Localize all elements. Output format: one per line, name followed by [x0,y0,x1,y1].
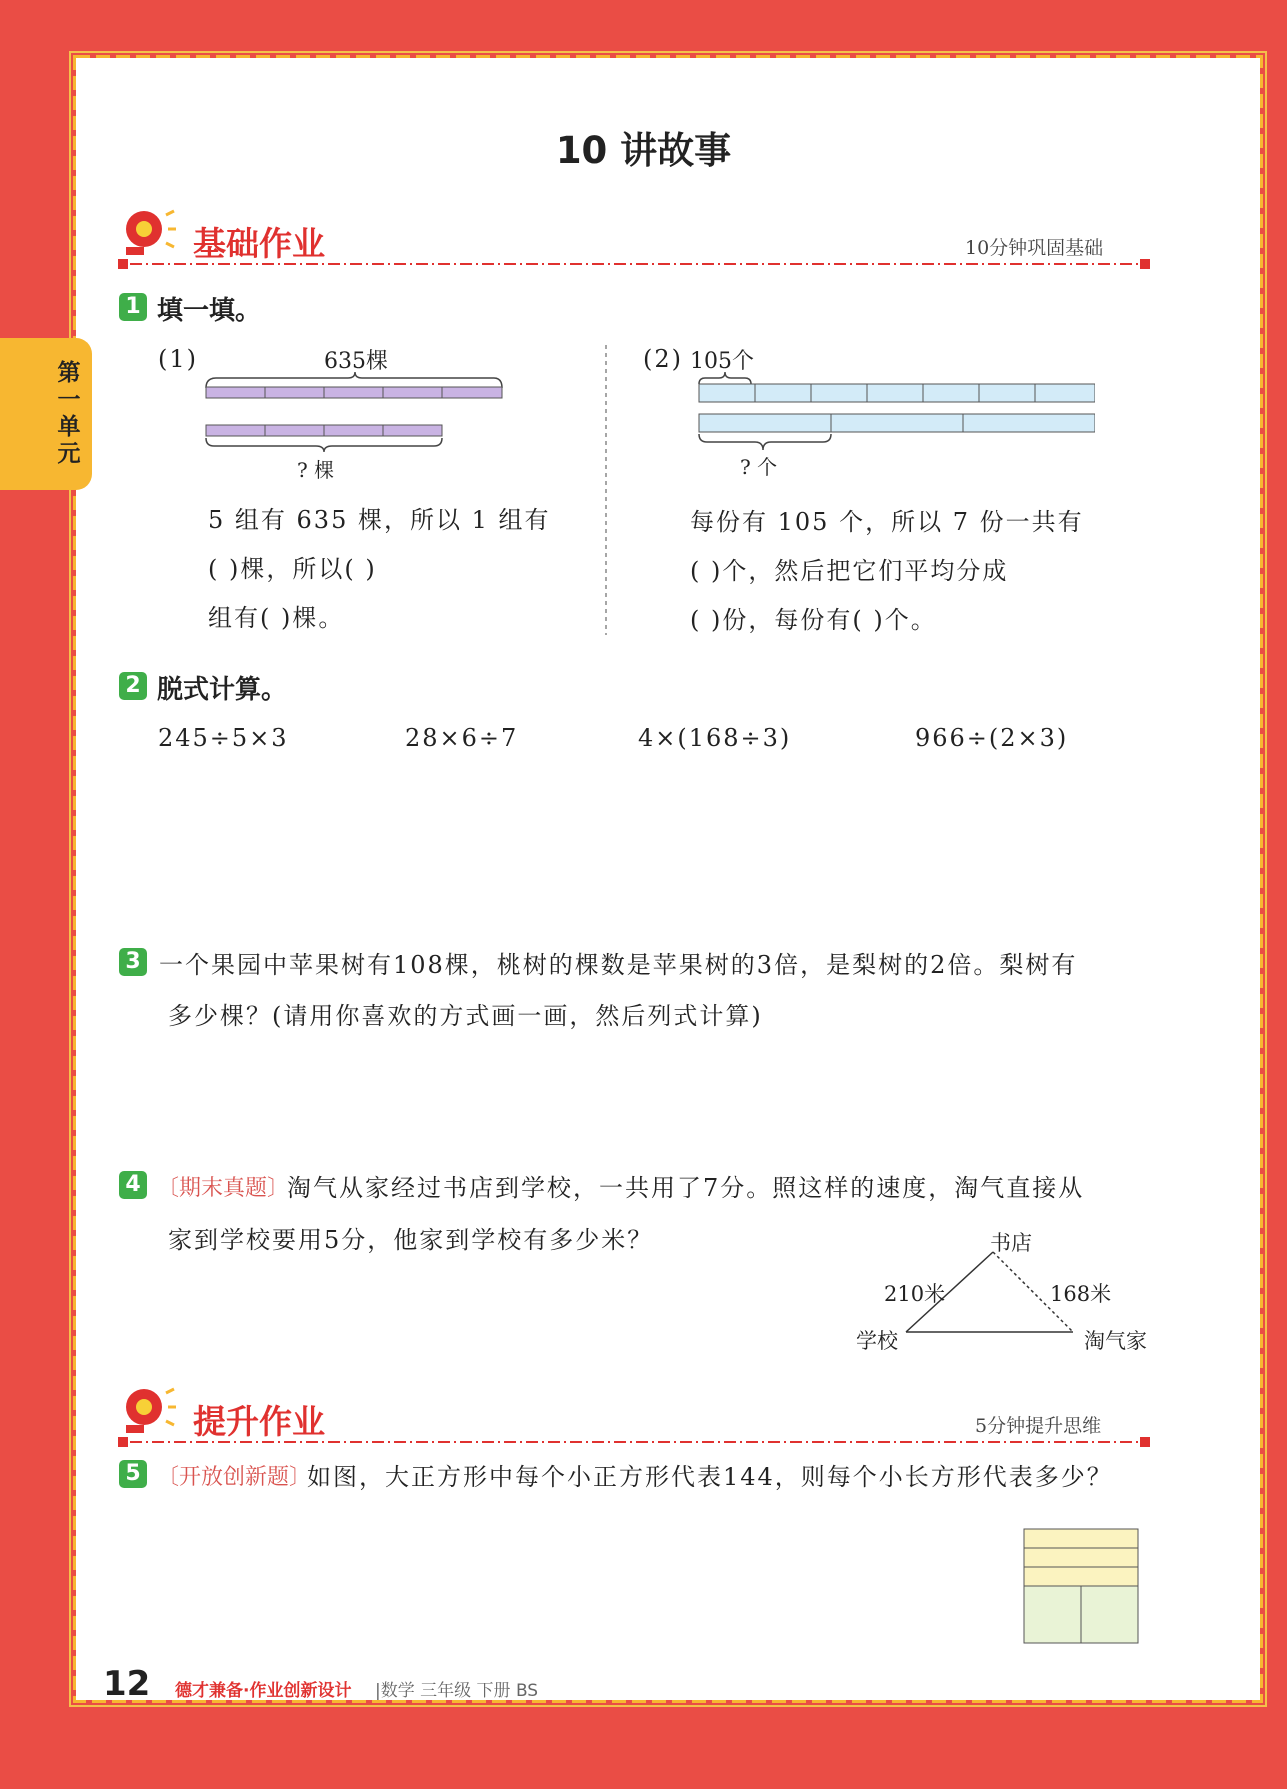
bar-bottom-label: ? 棵 [297,458,335,482]
edge-label: 210米 [884,1282,946,1306]
edge-label: 168米 [1050,1282,1112,1306]
page-number: 12 [103,1664,151,1704]
fill-line: 5 组有 635 棵，所以 1 组有 [208,506,551,534]
footer-subject: |数学 三年级 下册 BS [375,1681,539,1701]
section-note-advanced: 5分钟提升思维 [975,1415,1102,1437]
question-text: 淘气从家经过书店到学校，一共用了7分。照这样的速度，淘气直接从 [287,1174,1085,1202]
fill-line: ( )份，每份有( )个。 [690,606,937,634]
section-divider [118,258,1158,270]
unit-tab-label: 第一单元 [57,360,81,467]
bar-bottom-label: ? 个 [740,455,778,479]
bar-top-label: 105个 [690,349,754,374]
column-divider [604,345,608,635]
fill-line: ( )棵，所以( ) [208,555,377,583]
bar-top-label: 635棵 [324,349,388,374]
footer-brand: 德才兼备·作业创新设计 [175,1681,352,1701]
expression: 4×(168÷3) [638,724,792,752]
unit-side-tab [0,338,92,490]
question-number: 1 [119,293,147,321]
question-number: 2 [119,672,147,700]
bar-diagram-1 [200,370,510,455]
part-label: (1) [158,345,198,373]
question-text: 如图，大正方形中每个小正方形代表144，则每个小长方形代表多少？ [307,1463,1113,1491]
question-text: 一个果园中苹果树有108棵，桃树的棵数是苹果树的3倍，是梨树的2倍。梨树有 [159,951,1078,979]
question-tag: 〔期末真题〕 [157,1176,290,1201]
place-label-home: 淘气家 [1084,1329,1147,1353]
lightbulb-icon [116,205,178,261]
footer-subject-text: 数学 三年级 下册 BS [380,1681,539,1701]
place-label-school: 学校 [856,1329,898,1353]
question-heading: 填一填。 [157,296,262,326]
fill-line: 组有( )棵。 [208,604,345,632]
question-number: 3 [119,948,147,976]
expression: 966÷(2×3) [915,724,1069,752]
section-title-basic: 基础作业 [193,224,325,263]
fill-line: ( )个，然后把它们平均分成 [690,557,1009,585]
square-diagram [1023,1528,1141,1646]
lightbulb-icon [116,1383,178,1439]
question-heading: 脱式计算。 [157,675,288,705]
question-tag: 〔开放创新题〕 [157,1465,312,1490]
question-text: 多少棵？(请用你喜欢的方式画一画，然后列式计算) [168,1002,763,1030]
place-label-bookstore: 书店 [990,1231,1032,1255]
section-note-basic: 10分钟巩固基础 [965,237,1104,259]
question-text: 家到学校要用5分，他家到学校有多少米？ [168,1226,654,1254]
part-label: (2) [643,345,683,373]
bar-diagram-2 [695,368,1095,458]
question-number: 4 [119,1171,147,1199]
expression: 245÷5×3 [158,724,289,752]
fill-line: 每份有 105 个，所以 7 份一共有 [690,508,1084,536]
section-title-advanced: 提升作业 [193,1402,325,1441]
expression: 28×6÷7 [405,724,519,752]
page-title: 10 讲故事 [555,129,732,172]
question-number: 5 [119,1460,147,1488]
section-divider [118,1436,1158,1448]
